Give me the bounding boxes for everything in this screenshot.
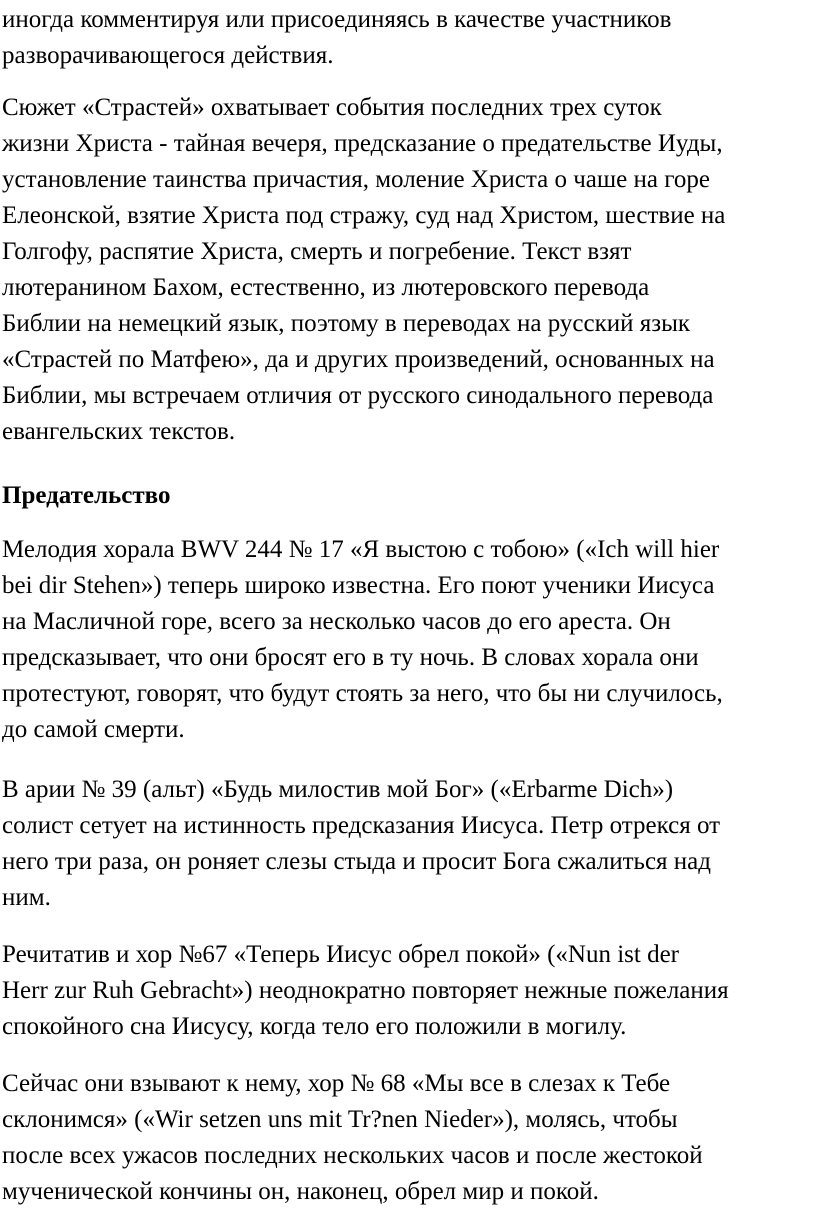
text-line: на Масличной горе, всего за несколько часов до его ареста. Он [2, 608, 671, 635]
text-line: В арии № 39 (альт) «Будь милостив мой Бог» («Erbarme Dich») [2, 776, 674, 803]
text-line: предсказывает, что они бросят его в ту ночь. В словах хорала они [2, 644, 699, 671]
text-line: ним. [2, 884, 51, 911]
paragraph-plot [2, 90, 814, 450]
text-line: него три раза, он роняет слезы стыда и просит Бога сжалиться над [2, 848, 711, 875]
section-heading [2, 478, 814, 514]
paragraph-chorus-68 [2, 1066, 814, 1210]
paragraph-recitative-67 [2, 937, 814, 1045]
text-line: разворачивающегося действия. [2, 42, 334, 69]
text-line: до самой смерти. [2, 716, 185, 743]
text-line: Речитатив и хор №67 «Теперь Иисус обрел покой» («Nun ist der [2, 941, 680, 968]
text-line: Herr zur Ruh Gebracht») неоднократно повторяет нежные пожелания [2, 977, 729, 1004]
paragraph-chorale-17 [2, 532, 814, 748]
text-line: Библии, мы встречаем отличия от русского синодального перевода [2, 382, 714, 409]
paragraph-intro-continuation [2, 2, 814, 74]
text-line: иногда комментируя или присоединяясь в качестве участников [2, 6, 672, 33]
text-line: лютеранином Бахом, естественно, из лютеровского перевода [2, 274, 650, 301]
heading-text: Предательство [2, 482, 171, 509]
paragraph-aria-39 [2, 772, 814, 916]
text-line: протестуют, говорят, что будут стоять за него, что бы ни случилось, [2, 680, 723, 707]
text-line: Сейчас они взывают к нему, хор № 68 «Мы все в слезах к Тебе [2, 1070, 671, 1097]
text-line: Библии на немецкий язык, поэтому в переводах на русский язык [2, 310, 691, 337]
text-line: евангельских текстов. [2, 418, 236, 445]
text-line: Голгофу, распятие Христа, смерть и погребение. Текст взят [2, 238, 632, 265]
text-line: солист сетует на истинность предсказания Иисуса. Петр отрекся от [2, 812, 721, 839]
text-line: Сюжет «Страстей» охватывает события последних трех суток [2, 94, 662, 121]
text-line: склонимся» («Wir setzen uns mit Tr?nen Nieder»), молясь, чтобы [2, 1106, 678, 1133]
text-line: Елеонской, взятие Христа под стражу, суд над Христом, шествие на [2, 202, 726, 229]
text-line: Мелодия хорала BWV 244 № 17 «Я выстою с тобою» («Ich will hier [2, 536, 720, 563]
text-line: после всех ужасов последних нескольких часов и после жестокой [2, 1142, 703, 1169]
text-line: установление таинства причастия, моление Христа о чаше на горе [2, 166, 710, 193]
text-line: «Страстей по Матфею», да и других произведений, основанных на [2, 346, 715, 373]
text-line: спокойного сна Иисусу, когда тело его положили в могилу. [2, 1013, 627, 1040]
text-line: мученической кончины он, наконец, обрел мир и покой. [2, 1178, 599, 1205]
text-line: bei dir Stehen») теперь широко известна. Его поют ученики Иисуса [2, 572, 715, 599]
text-line: жизни Христа - тайная вечеря, предсказание о предательстве Иуды, [2, 130, 723, 157]
